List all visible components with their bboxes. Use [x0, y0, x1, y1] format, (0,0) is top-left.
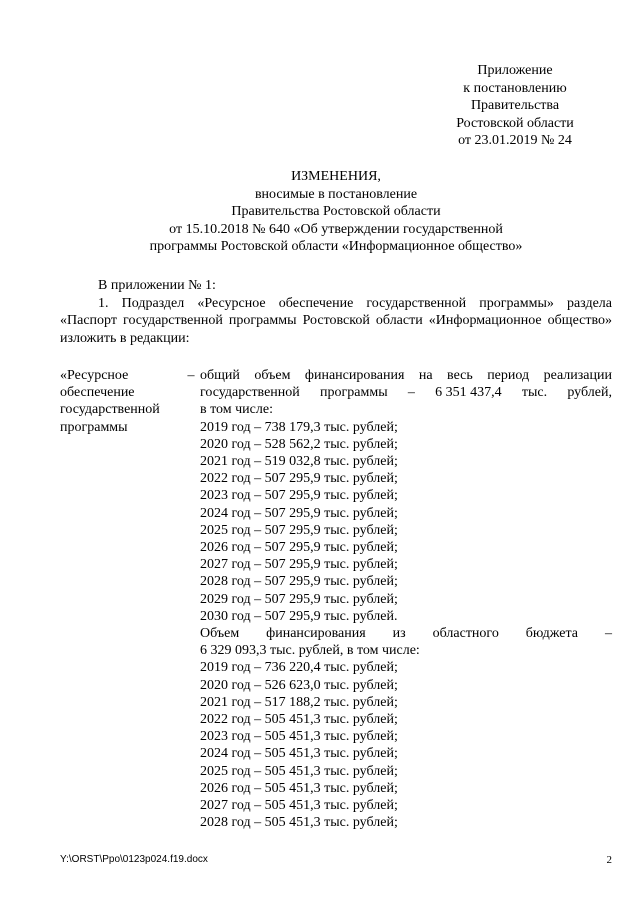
heading-title: ИЗМЕНЕНИЯ, — [291, 169, 381, 184]
word: рублей, — [567, 385, 612, 401]
regional-year-line: 2022 год – 505 451,3 тыс. рублей; — [200, 712, 398, 728]
page-number: 2 — [606, 854, 612, 866]
word: тыс. — [521, 385, 548, 401]
section-label-line: программы — [60, 419, 128, 435]
section-label-line: «Ресурсное — [60, 368, 129, 383]
heading-line: программы Ростовской области «Информационное общество» — [149, 239, 523, 254]
total-year-line: 2022 год – 507 295,9 тыс. рублей; — [200, 471, 398, 487]
intro-paragraph-1: В приложении № 1: — [98, 278, 216, 293]
total-year-line: 2023 год – 507 295,9 тыс. рублей; — [200, 488, 398, 504]
total-year-line: 2021 год – 519 032,8 тыс. рублей; — [200, 454, 398, 470]
regional-funding-intro-line — [200, 625, 612, 642]
regional-funding-amount-line: 6 329 093,3 тыс. рублей, в том числе: — [200, 643, 420, 659]
regional-year-line: 2028 год – 505 451,3 тыс. рублей; — [200, 815, 398, 831]
regional-year-line: 2027 год – 505 451,3 тыс. рублей; — [200, 798, 398, 814]
regional-year-line: 2025 год – 505 451,3 тыс. рублей; — [200, 763, 398, 779]
section-label-line: государственной — [60, 402, 160, 418]
total-year-line: 2029 год – 507 295,9 тыс. рублей; — [200, 591, 398, 607]
total-year-line: 2020 год – 528 562,2 тыс. рублей; — [200, 436, 398, 452]
word: 6 351 437,4 — [435, 385, 502, 401]
appendix-line: Ростовской области — [456, 115, 574, 131]
section-dash: – — [187, 368, 195, 383]
word: из — [392, 626, 406, 642]
total-year-line: 2028 год – 507 295,9 тыс. рублей; — [200, 574, 398, 590]
word: Объем — [200, 626, 240, 642]
word: – — [604, 626, 612, 642]
total-funding-including-line: в том числе: — [200, 402, 273, 418]
regional-year-line: 2019 год – 736 220,4 тыс. рублей; — [200, 660, 398, 676]
section-content — [200, 367, 612, 831]
regional-year-line: 2021 год – 517 188,2 тыс. рублей; — [200, 694, 398, 710]
word: областного — [432, 626, 499, 642]
intro-paragraph-2: 1. Подраздел «Ресурсное обеспечение государственной программы» раздела «Паспорт государственной программы Ростовской области «Информационное общество» изложить в редакции: — [60, 295, 612, 346]
heading-line: от 15.10.2018 № 640 «Об утверждении государственной — [169, 221, 503, 237]
file-path: Y:\ORST\Ppo\0123p024.f19.docx — [60, 854, 208, 865]
total-funding-intro-line: общий объем финансирования на весь период реализации — [200, 368, 612, 383]
total-year-line: 2024 год – 507 295,9 тыс. рублей; — [200, 505, 398, 521]
section-label — [60, 367, 185, 436]
word: программы — [320, 385, 388, 401]
regional-year-line: 2020 год – 526 623,0 тыс. рублей; — [200, 677, 398, 693]
heading-line: вносимые в постановление — [254, 186, 418, 202]
regional-year-line: 2024 год – 505 451,3 тыс. рублей; — [200, 746, 398, 762]
appendix-line: Правительства — [470, 98, 560, 113]
word: – — [407, 385, 415, 401]
total-year-line: 2025 год – 507 295,9 тыс. рублей; — [200, 522, 398, 538]
section-label-line: обеспечение — [60, 385, 135, 401]
regional-year-line: 2023 год – 505 451,3 тыс. рублей; — [200, 729, 398, 745]
appendix-line: к постановлению — [463, 80, 567, 96]
appendix-block — [430, 62, 600, 150]
document-heading — [60, 168, 612, 256]
total-year-line: 2026 год – 507 295,9 тыс. рублей; — [200, 540, 398, 556]
total-year-line: 2019 год – 738 179,3 тыс. рублей; — [200, 419, 398, 435]
word: бюджета — [525, 626, 578, 642]
regional-year-line: 2026 год – 505 451,3 тыс. рублей; — [200, 780, 398, 796]
total-year-line: 2027 год – 507 295,9 тыс. рублей; — [200, 557, 398, 573]
appendix-line: Приложение — [477, 63, 553, 78]
total-year-line: 2030 год – 507 295,9 тыс. рублей. — [200, 608, 398, 624]
intro-text — [60, 277, 612, 347]
word: финансирования — [266, 626, 366, 642]
total-funding-amount-line — [200, 384, 612, 401]
appendix-line: от 23.01.2019 № 24 — [458, 133, 572, 148]
heading-line: Правительства Ростовской области — [231, 204, 441, 219]
word: государственной — [200, 385, 300, 401]
